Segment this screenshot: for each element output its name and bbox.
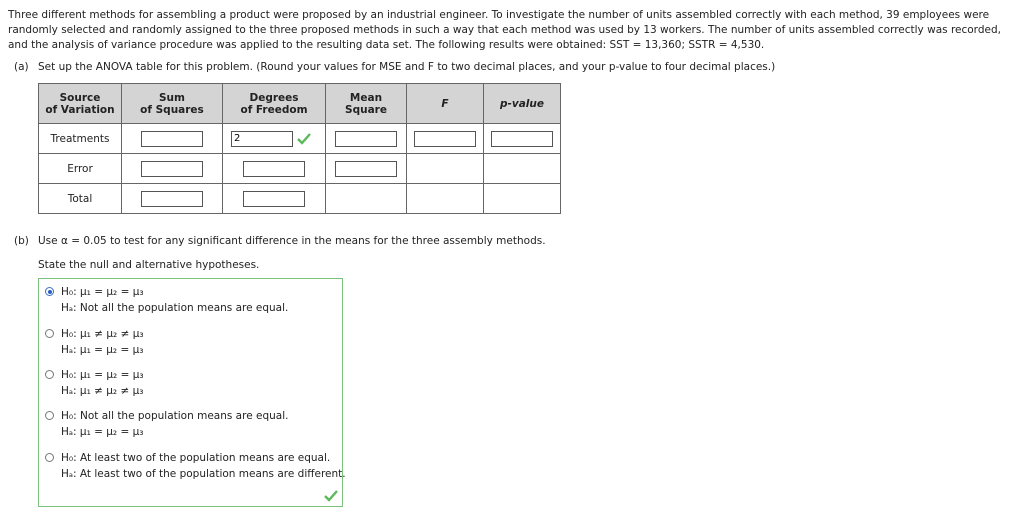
part-b-text: Use α = 0.05 to test for any significant difference in the means for the three assembly methods. bbox=[38, 235, 546, 247]
hypotheses-instruction: State the null and alternative hypotheses. bbox=[38, 259, 260, 271]
treatments-ss-input[interactable] bbox=[141, 131, 203, 147]
error-ms-input[interactable] bbox=[335, 161, 397, 177]
option-4-h0: H₀: Not all the population means are equal. bbox=[61, 410, 289, 422]
row-treatments bbox=[39, 124, 561, 154]
total-df-input[interactable] bbox=[243, 191, 305, 207]
row-total bbox=[39, 184, 561, 214]
radio-button[interactable] bbox=[45, 453, 54, 462]
row-error bbox=[39, 154, 561, 184]
anova-table bbox=[38, 83, 561, 214]
option-3-ha: Hₐ: μ₁ ≠ μ₂ ≠ μ₃ bbox=[61, 385, 144, 397]
row-label-treatments: Treatments bbox=[39, 124, 122, 154]
anova-header-row bbox=[39, 84, 561, 124]
part-a-prompt bbox=[14, 61, 775, 73]
radio-button[interactable] bbox=[45, 329, 54, 338]
header-p-value: p-value bbox=[484, 84, 561, 124]
radio-button[interactable] bbox=[45, 411, 54, 420]
option-1-ha: Hₐ: Not all the population means are equal. bbox=[61, 302, 289, 314]
option-5-ha: Hₐ: At least two of the population means are different. bbox=[61, 468, 346, 480]
empty-cell bbox=[326, 184, 407, 214]
row-label-total: Total bbox=[39, 184, 122, 214]
header-sum-of-squares: Sum of Squares bbox=[122, 84, 223, 124]
radio-button-selected[interactable] bbox=[45, 287, 54, 296]
header-f: F bbox=[407, 84, 484, 124]
option-2-ha: Hₐ: μ₁ = μ₂ = μ₃ bbox=[61, 344, 144, 356]
option-2-h0: H₀: μ₁ ≠ μ₂ ≠ μ₃ bbox=[61, 328, 144, 340]
header-source: Source of Variation bbox=[39, 84, 122, 124]
treatments-ms-input[interactable] bbox=[335, 131, 397, 147]
checkmark-icon bbox=[324, 490, 338, 502]
treatments-df-input[interactable] bbox=[231, 131, 293, 147]
problem-statement: Three different methods for assembling a product were proposed by an industrial engineer. To investigate the number of units assembled correctly with each method, 39 employees were randomly selected and randomly assigned to the three proposed methods in such a way that each method was used by 13 workers. The number of units assembled correctly was recorded, and the analysis of variance procedure was applied to the resulting data set. The following results were obtained: SST = 13,360; SSTR = 4,530. bbox=[8, 9, 1001, 51]
radio-button[interactable] bbox=[45, 370, 54, 379]
error-df-input[interactable] bbox=[243, 161, 305, 177]
empty-cell bbox=[484, 184, 561, 214]
empty-cell bbox=[407, 184, 484, 214]
option-5-h0: H₀: At least two of the population means are equal. bbox=[61, 452, 331, 464]
part-b-prompt bbox=[14, 235, 546, 247]
header-degrees-of-freedom: Degrees of Freedom bbox=[223, 84, 326, 124]
option-4-ha: Hₐ: μ₁ = μ₂ = μ₃ bbox=[61, 426, 144, 438]
error-ss-input[interactable] bbox=[141, 161, 203, 177]
part-a-text: Set up the ANOVA table for this problem. (Round your values for MSE and F to two decimal places, and your p-value to four decimal places.) bbox=[38, 61, 776, 73]
empty-cell bbox=[484, 154, 561, 184]
header-mean-square: Mean Square bbox=[326, 84, 407, 124]
option-1-h0: H₀: μ₁ = μ₂ = μ₃ bbox=[61, 286, 144, 298]
total-ss-input[interactable] bbox=[141, 191, 203, 207]
row-label-error: Error bbox=[39, 154, 122, 184]
part-a-label: (a) bbox=[14, 61, 29, 73]
treatments-p-value-input[interactable] bbox=[491, 131, 553, 147]
checkmark-icon bbox=[297, 133, 311, 145]
empty-cell bbox=[407, 154, 484, 184]
option-3-h0: H₀: μ₁ = μ₂ = μ₃ bbox=[61, 369, 144, 381]
part-b-label: (b) bbox=[14, 235, 29, 247]
treatments-f-input[interactable] bbox=[414, 131, 476, 147]
hypotheses-answer-box bbox=[38, 278, 346, 507]
